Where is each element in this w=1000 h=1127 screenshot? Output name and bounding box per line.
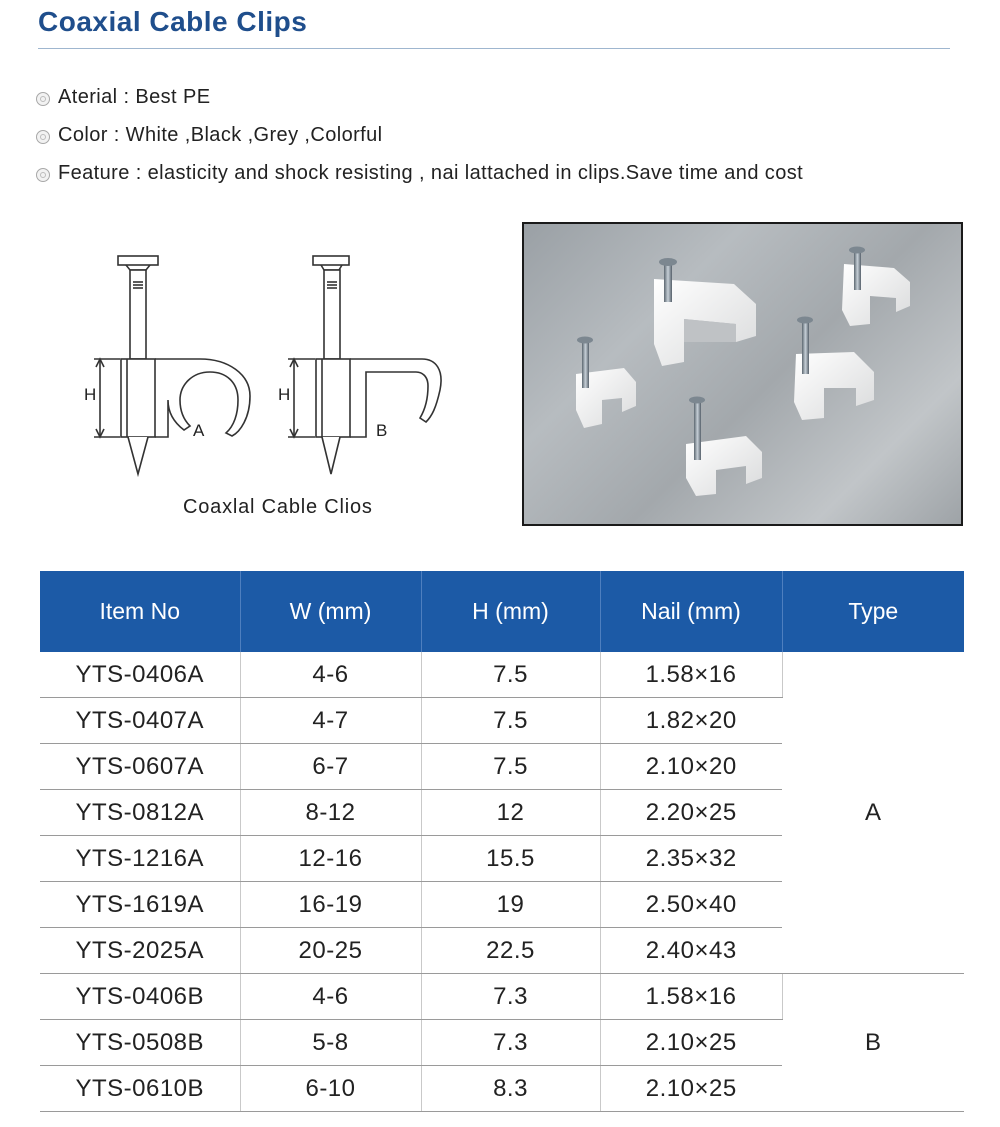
item-no-cell: YTS-0406A xyxy=(40,652,240,698)
feature-item-color: Color : White ,Black ,Grey ,Colorful xyxy=(36,116,803,154)
page-title: Coaxial Cable Clips xyxy=(38,6,308,37)
bullet-icon xyxy=(36,92,50,106)
feature-item-feature: Feature : elasticity and shock resisting , nai lattached in clips.Save time and cost xyxy=(36,154,803,192)
table-header-row xyxy=(40,571,964,652)
h-cell: 22.5 xyxy=(421,928,600,974)
nail-cell: 2.10×20 xyxy=(600,744,782,790)
clip-photo-5 xyxy=(686,397,762,497)
dimension-label-h: H xyxy=(278,385,291,404)
table-row xyxy=(40,974,964,1020)
feature-value: White ,Black ,Grey ,Colorful xyxy=(125,123,383,146)
clip-drawing xyxy=(60,240,480,540)
clip-photo-4 xyxy=(794,317,874,421)
feature-value: elasticity and shock resisting , nai lattached in clips.Save time and cost xyxy=(147,161,804,184)
feature-label: Color xyxy=(58,123,108,146)
h-cell: 7.3 xyxy=(421,1020,600,1066)
feature-label: Aterial xyxy=(58,85,118,108)
w-cell: 6-10 xyxy=(240,1066,421,1112)
item-no-cell: YTS-1619A xyxy=(40,882,240,928)
w-cell: 6-7 xyxy=(240,744,421,790)
item-no-cell: YTS-0610B xyxy=(40,1066,240,1112)
w-cell: 5-8 xyxy=(240,1020,421,1066)
cable-clips-photo xyxy=(524,224,961,524)
nail-cell: 2.50×40 xyxy=(600,882,782,928)
w-cell: 16-19 xyxy=(240,882,421,928)
table-row xyxy=(40,652,964,698)
h-cell: 8.3 xyxy=(421,1066,600,1112)
h-cell: 7.5 xyxy=(421,652,600,698)
feature-list xyxy=(36,78,803,192)
clip-b-diagram xyxy=(288,256,441,474)
nail-cell: 2.10×25 xyxy=(600,1066,782,1112)
h-cell: 7.5 xyxy=(421,744,600,790)
w-cell: 4-6 xyxy=(240,652,421,698)
item-no-cell: YTS-0508B xyxy=(40,1020,240,1066)
item-no-cell: YTS-0812A xyxy=(40,790,240,836)
type-cell: A xyxy=(782,652,964,974)
column-header-item-no: Item No xyxy=(40,571,240,652)
clip-photo-1 xyxy=(654,258,756,366)
w-cell: 4-6 xyxy=(240,974,421,1020)
clip-a-diagram xyxy=(94,256,250,474)
h-cell: 15.5 xyxy=(421,836,600,882)
title-divider xyxy=(38,48,950,49)
nail-cell: 1.82×20 xyxy=(600,698,782,744)
clip-photo-2 xyxy=(842,247,910,327)
clip-b-label: B xyxy=(376,421,388,440)
drawing-caption: Coaxlal Cable Clios xyxy=(183,496,373,518)
column-header-nail: Nail (mm) xyxy=(600,571,782,652)
item-no-cell: YTS-2025A xyxy=(40,928,240,974)
bullet-icon xyxy=(36,130,50,144)
nail-cell: 2.20×25 xyxy=(600,790,782,836)
nail-cell: 1.58×16 xyxy=(600,974,782,1020)
spec-table xyxy=(40,571,964,1112)
clip-photo-3 xyxy=(576,337,636,429)
type-cell: B xyxy=(782,974,964,1112)
feature-label: Feature xyxy=(58,161,130,184)
h-cell: 7.5 xyxy=(421,698,600,744)
clip-a-label: A xyxy=(193,421,205,440)
h-cell: 7.3 xyxy=(421,974,600,1020)
item-no-cell: YTS-1216A xyxy=(40,836,240,882)
nail-cell: 2.35×32 xyxy=(600,836,782,882)
w-cell: 8-12 xyxy=(240,790,421,836)
dimension-label-h: H xyxy=(84,385,97,404)
nail-cell: 2.40×43 xyxy=(600,928,782,974)
w-cell: 4-7 xyxy=(240,698,421,744)
item-no-cell: YTS-0407A xyxy=(40,698,240,744)
column-header-h: H (mm) xyxy=(421,571,600,652)
column-header-type: Type xyxy=(782,571,964,652)
feature-value: Best PE xyxy=(135,85,211,108)
item-no-cell: YTS-0607A xyxy=(40,744,240,790)
item-no-cell: YTS-0406B xyxy=(40,974,240,1020)
nail-cell: 1.58×16 xyxy=(600,652,782,698)
feature-item-material: Aterial : Best PE xyxy=(36,78,803,116)
w-cell: 12-16 xyxy=(240,836,421,882)
h-cell: 19 xyxy=(421,882,600,928)
w-cell: 20-25 xyxy=(240,928,421,974)
nail-cell: 2.10×25 xyxy=(600,1020,782,1066)
column-header-w: W (mm) xyxy=(240,571,421,652)
h-cell: 12 xyxy=(421,790,600,836)
product-photo xyxy=(522,222,963,526)
bullet-icon xyxy=(36,168,50,182)
